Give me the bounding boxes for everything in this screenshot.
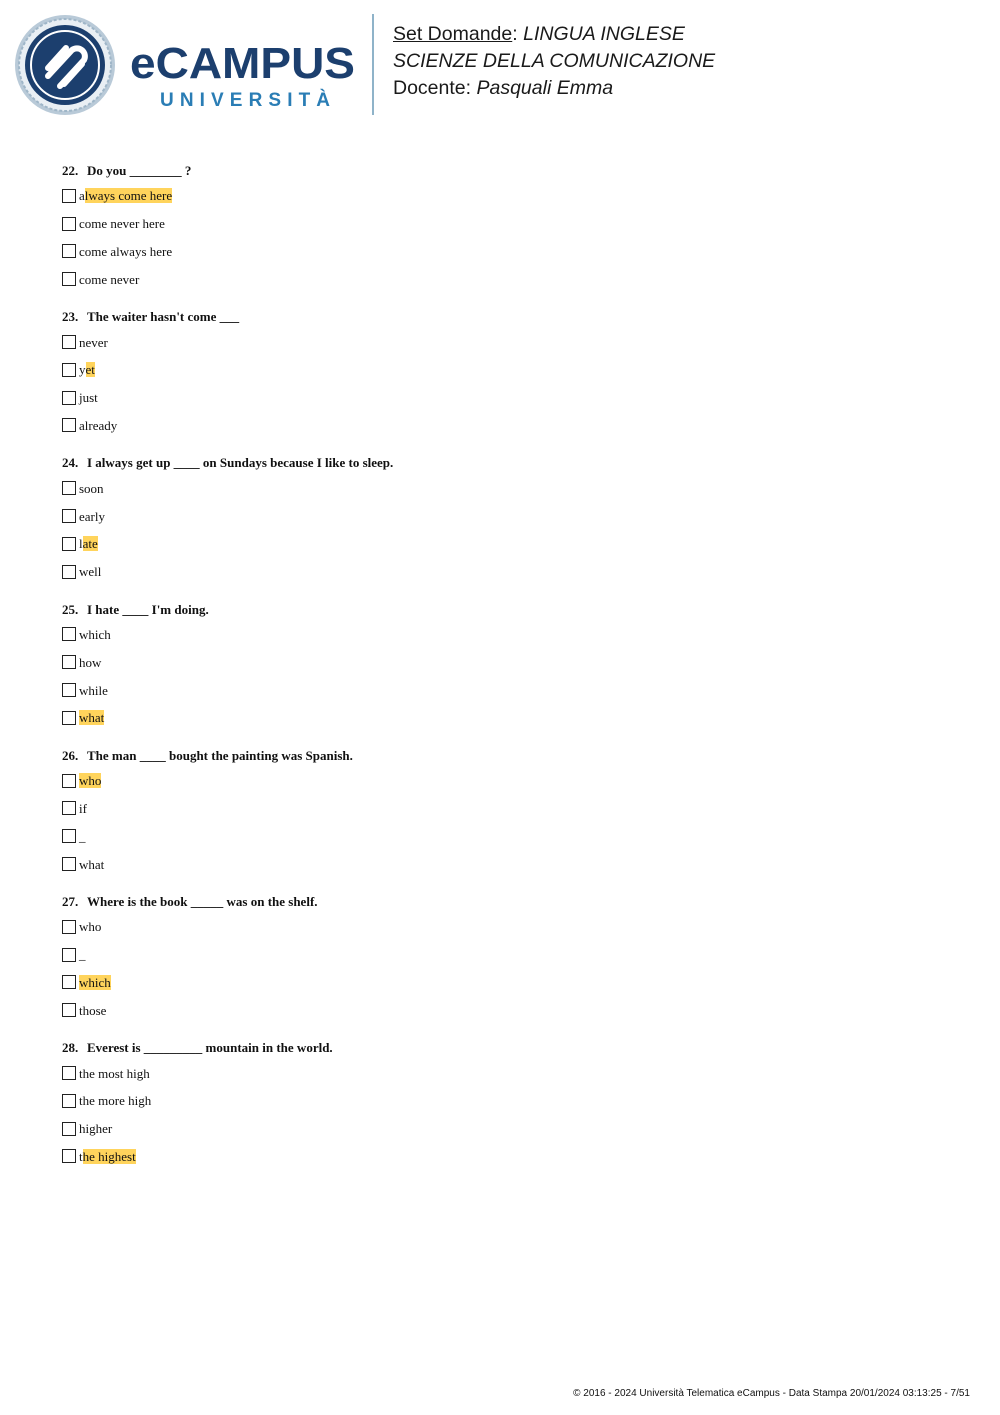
answer-text-part: who [79,919,102,935]
ecampus-logo [14,14,359,116]
answer-option[interactable] [62,704,942,732]
answer-checkbox[interactable] [62,627,76,641]
answer-highlight: lways come here [84,188,173,204]
question-26 [62,745,942,878]
answer-option[interactable] [62,356,942,384]
question-22 [62,160,942,293]
answer-option[interactable] [62,850,942,878]
answer-text [79,627,111,642]
answer-checkbox[interactable] [62,565,76,579]
answer-highlight: he highest [82,1148,136,1164]
answer-text [79,919,101,934]
logo-wordmark: eCAMPUS [130,39,355,88]
answer-checkbox[interactable] [62,920,76,934]
answer-text-part: come always here [79,243,173,259]
answer-text-part: if [79,800,87,816]
answer-checkbox[interactable] [62,683,76,697]
answer-text [79,244,172,259]
question-24 [62,452,942,585]
answer-highlight: what [79,710,105,726]
answer-text [79,335,108,350]
question-list [62,160,942,1183]
answer-text-part: just [79,390,98,406]
answer-text-part: l [79,536,83,552]
answer-checkbox[interactable] [62,801,76,815]
answer-text-part: _ [79,828,86,844]
answer-text [79,390,98,405]
question-number: 24. [62,455,79,471]
answer-option[interactable] [62,996,942,1024]
answer-checkbox[interactable] [62,217,76,231]
answer-text-part: already [79,417,118,433]
answer-option[interactable] [62,558,942,586]
course-name: LINGUA INGLESE [523,23,685,45]
set-label: Set Domande [393,23,513,45]
answer-text [79,362,95,377]
answer-checkbox[interactable] [62,774,76,788]
answer-text [79,857,104,872]
answer-option[interactable] [62,1087,942,1115]
answer-text [79,829,86,844]
teacher-name: Pasquali Emma [476,77,614,99]
page-footer: © 2016 - 2024 Università Telematica eCampus - Data Stampa 20/01/2024 03:13:25 - 7/51 [573,1388,970,1399]
question-title [62,745,942,767]
answer-checkbox[interactable] [62,509,76,523]
answer-text [79,975,111,990]
answer-highlight: who [79,773,102,789]
answer-option[interactable] [62,621,942,649]
answer-checkbox[interactable] [62,244,76,258]
answer-option[interactable] [62,265,942,293]
answer-option[interactable] [62,767,942,795]
answer-checkbox[interactable] [62,975,76,989]
answer-text-part: come never here [79,216,165,232]
page-header [0,0,1000,130]
question-number: 23. [62,309,79,325]
answer-text [79,418,117,433]
answer-checkbox[interactable] [62,418,76,432]
answer-option[interactable] [62,474,942,502]
answer-text-part: how [79,654,102,670]
answer-option[interactable] [62,328,942,356]
answer-checkbox[interactable] [62,272,76,286]
answer-option[interactable] [62,941,942,969]
answer-option[interactable] [62,502,942,530]
set-line: Set Domande: LINGUA INGLESE [393,23,685,45]
question-number: 28. [62,1040,79,1056]
answer-text [79,683,108,698]
answer-checkbox[interactable] [62,1003,76,1017]
answer-option[interactable] [62,182,942,210]
question-title [62,891,942,913]
answer-text-part: higher [79,1121,113,1137]
answer-option[interactable] [62,648,942,676]
answer-highlight: which [79,974,111,990]
answer-checkbox[interactable] [62,335,76,349]
answer-text-part: a [79,188,85,204]
faculty-name: SCIENZE DELLA COMUNICAZIONE [393,50,716,72]
answer-text [79,188,172,203]
answer-checkbox[interactable] [62,711,76,725]
answer-text-part: t [79,1148,83,1164]
answer-text-part: while [79,682,108,698]
answer-checkbox[interactable] [62,1066,76,1080]
question-23 [62,306,942,439]
answer-highlight: ate [82,536,98,552]
question-text: Do you ________ ? [87,163,192,178]
answer-text [79,272,139,287]
answer-text [79,655,101,670]
question-text: I hate ____ I'm doing. [87,601,209,617]
question-text: Everest is _________ mountain in the world. [87,1040,333,1056]
answer-text [79,1149,136,1164]
answer-checkbox[interactable] [62,481,76,495]
question-text: The man ____ bought the painting was Spanish. [87,747,353,763]
answer-text-part: _ [79,947,86,963]
answer-text-part: never [79,334,108,350]
answer-text [79,773,101,788]
answer-option[interactable] [62,822,942,850]
answer-highlight: et [85,362,95,378]
answer-checkbox[interactable] [62,1122,76,1136]
question-title [62,160,942,182]
answer-text [79,801,87,816]
answer-checkbox[interactable] [62,829,76,843]
question-number: 26. [62,747,79,763]
answer-text-part: what [79,856,105,872]
answer-text-part: y [79,362,86,378]
answer-option[interactable] [62,969,942,997]
header-divider [372,14,374,115]
answer-text [79,564,101,579]
answer-text-part: those [79,1002,107,1018]
teacher-label: Docente [393,77,466,99]
answer-text-part: the most high [79,1065,150,1081]
answer-checkbox[interactable] [62,1149,76,1163]
answer-option[interactable] [62,1143,942,1171]
answer-option[interactable] [62,1059,942,1087]
answer-option[interactable] [62,795,942,823]
header-info [393,21,715,102]
answer-option[interactable] [62,210,942,238]
answer-text [79,1003,106,1018]
answer-checkbox[interactable] [62,363,76,377]
answer-checkbox[interactable] [62,537,76,551]
answer-checkbox[interactable] [62,189,76,203]
answer-checkbox[interactable] [62,857,76,871]
answer-text-part: soon [79,480,104,496]
answer-text-part: which [79,626,111,642]
logo-subtitle: UNIVERSITÀ [160,90,330,111]
question-27 [62,891,942,1024]
answer-option[interactable] [62,913,942,941]
question-28 [62,1037,942,1170]
question-number: 22. [62,163,79,178]
answer-checkbox[interactable] [62,655,76,669]
answer-option[interactable] [62,1115,942,1143]
answer-text [79,216,165,231]
question-text: Where is the book _____ was on the shelf. [87,893,318,909]
question-title [62,452,942,474]
answer-text [79,509,105,524]
answer-option[interactable] [62,238,942,266]
answer-checkbox[interactable] [62,948,76,962]
question-25 [62,599,942,732]
answer-text [79,947,86,962]
answer-text-part: well [79,564,102,580]
answer-text-part: early [79,508,105,524]
question-title [62,1037,942,1059]
question-title [62,306,942,328]
answer-option[interactable] [62,530,942,558]
answer-text [79,1121,112,1136]
answer-option[interactable] [62,412,942,440]
question-number: 25. [62,601,79,617]
answer-text [79,1093,151,1108]
answer-text-part: the more high [79,1093,152,1109]
question-number: 27. [62,893,79,909]
answer-checkbox[interactable] [62,391,76,405]
question-title [62,599,942,621]
answer-text-part: come never [79,271,140,287]
answer-option[interactable] [62,676,942,704]
answer-text [79,710,104,725]
answer-checkbox[interactable] [62,1094,76,1108]
teacher-line: Docente: Pasquali Emma [393,77,614,99]
answer-text [79,1066,150,1081]
answer-text [79,536,98,551]
answer-option[interactable] [62,384,942,412]
answer-text [79,481,104,496]
question-text: The waiter hasn't come ___ [87,309,240,325]
question-text: I always get up ____ on Sundays because I like to sleep. [87,455,394,471]
